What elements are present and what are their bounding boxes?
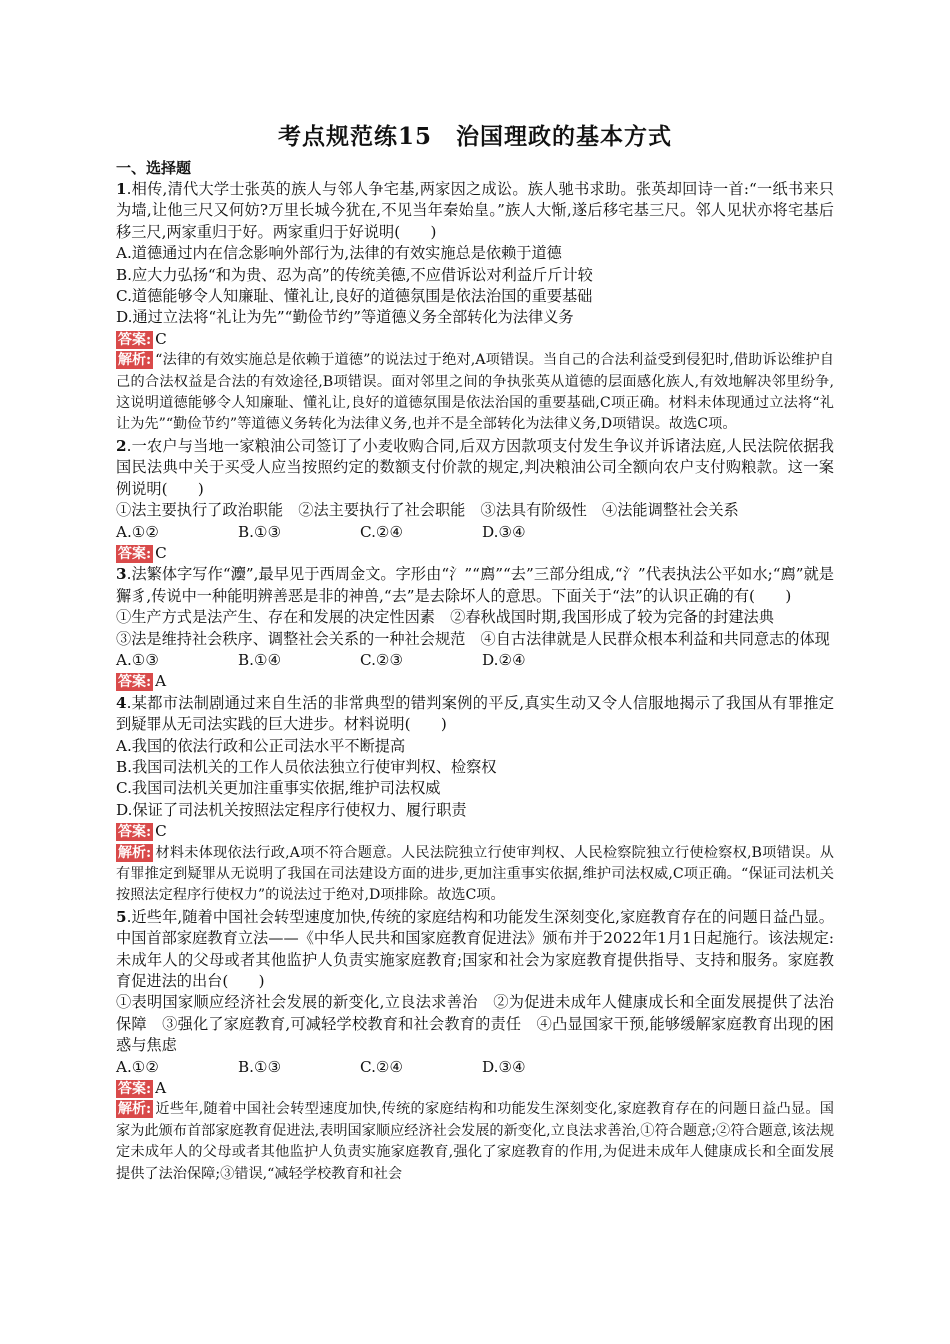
stem-text: .相传,清代大学士张英的族人与邻人争宅基,两家因之成讼。族人驰书求助。张英却回诗一首:“一纸书来只为墙,让他三尺又何妨?万里长城今犹在,不见当年秦始皇。”族人大惭,遂后移宅基三尺。邻人见状亦将宅基后移三尺,两家重归于好。两家重归于好说明( ) [116,180,834,241]
answer-line [116,329,834,350]
question-number: 1 [116,180,127,198]
question-2 [116,436,834,564]
section-heading: 一、选择题 [116,159,192,177]
option-a: A.①② [116,1057,160,1076]
statement-line: ①生产方式是法产生、存在和发展的决定性因素 ②春秋战国时期,我国形成了较为完备的封建法典 [116,608,774,627]
question-4 [116,693,834,907]
option-c: C.②④ [360,1057,404,1076]
option-c: C.②④ [360,522,404,541]
analysis-text: 近些年,随着中国社会转型速度加快,传统的家庭结构和功能发生深刻变化,家庭教育存在的问题日益凸显。国家为此颁布首部家庭教育促进法,表明国家顺应经济社会发展的新变化,立良法求善治,①符合题意;②符合题意,该法规定未成年人的父母或者其他监护人负责实施家庭教育,强化了家庭教育的作用,为促进未成年人健康成长和全面发展提供了法治保障;③错误,“减轻学校教育和社会 [116,1101,835,1182]
options-row [116,650,834,671]
question-number: 3 [116,565,127,584]
analysis-text: “法律的有效实施总是依赖于道德”的说法过于绝对,A项错误。当自己的合法利益受到侵犯时,借助诉讼维护自己的合法权益是合法的有效途径,B项错误。面对邻里之间的争执张英从道德的层面感化族人,有效地解决邻里纷争,这说明道德能够令人知廉耻、懂礼让,良好的道德氛围是依法治国的重要基础,C项正确。材料未体现通过立法将“礼让为先”“勤俭节约”等道德义务转化为法律义务,也并不是全部转化为法律义务,D项错误。故选C项。 [116,352,834,433]
option-a: A.①② [116,522,160,541]
answer-value: A [155,1079,167,1098]
answer-tag: 答案: [118,674,152,691]
answer-line [116,821,834,842]
document-page [116,118,834,1185]
statement-line: ①法主要执行了政治职能 ②法主要执行了社会职能 ③法具有阶级性 ④法能调整社会关系 [116,501,739,520]
answer-tag: 答案: [118,1081,152,1098]
analysis-tag: 解析: [118,1101,152,1118]
statement-line: ③法是维持社会秩序、调整社会关系的一种社会规范 ④自古法律就是人民群众根本利益和共同意志的体现 [116,629,830,648]
option-a: A.①③ [116,650,160,669]
answer-line [116,1078,834,1099]
answer-tag: 答案: [118,824,152,841]
option-c: C.②③ [360,650,404,669]
analysis-tag: 解析: [118,352,152,369]
question-number: 4 [116,693,127,712]
option-b: B.①③ [238,1057,282,1076]
options-row [116,522,834,543]
analysis-text: 材料未体现依法行政,A项不符合题意。人民法院独立行使审判权、人民检察院独立行使检察权,B项错误。从有罪推定到疑罪从无说明了我国在司法建设方面的进步,更加注重事实依据,维护司法权威,C项正确。“保证司法机关按照法定程序行使权力”的说法过于绝对,D项排除。故选C项。 [116,844,834,904]
option-line: A.道德通过内在信念影响外部行为,法律的有效实施总是依赖于道德 [116,244,562,263]
analysis-line [116,350,834,436]
answer-value: C [155,822,167,841]
analysis-tag: 解析: [118,844,152,861]
option-line: C.我国司法机关更加注重事实依据,维护司法权威 [116,779,441,798]
question-3 [116,564,834,692]
answer-line [116,671,834,692]
question-stem [116,436,834,500]
option-d: D.③④ [482,522,526,541]
question-stem [116,179,834,243]
analysis-line [116,843,834,907]
option-line: D.保证了司法机关按照法定程序行使权力、履行职责 [116,800,467,819]
question-stem [116,693,834,736]
answer-value: C [155,329,167,348]
option-line: B.我国司法机关的工作人员依法独立行使审判权、检察权 [116,757,497,776]
answer-tag: 答案: [118,545,152,562]
stem-text: .某都市法制剧通过来自生活的非常典型的错判案例的平反,真实生动又令人信服地揭示了我国从有罪推定到疑罪从无司法实践的巨大进步。材料说明( ) [116,693,834,734]
answer-value: C [155,543,167,562]
question-5 [116,907,834,1185]
option-b: B.①④ [238,650,282,669]
question-1 [116,179,834,436]
option-d: D.②④ [482,650,526,669]
option-line: D.通过立法将“礼让为先”“勤俭节约”等道德义务全部转化为法律义务 [116,308,574,327]
answer-value: A [155,672,167,691]
stem-text: .法繁体字写作“灋”,最早见于西周金文。字形由“氵”“廌”“去”三部分组成,“氵”代表执法公平如水;“廌”就是獬豸,传说中一种能明辨善恶是非的神兽,“去”是去除坏人的意思。下面关于“法”的认识正确的有( ) [116,565,834,605]
question-number: 2 [116,436,127,455]
analysis-line [116,1099,834,1185]
answer-line [116,543,834,564]
stem-text: .近些年,随着中国社会转型速度加快,传统的家庭结构和功能发生深刻变化,家庭教育存在的问题日益凸显。中国首部家庭教育立法——《中华人民共和国家庭教育促进法》颁布并于2022年1月1日起施行。该法规定:未成年人的父母或者其他监护人负责实施家庭教育;国家和社会为家庭教育提供指导、支持和服务。家庭教育促进法的出台( ) [116,907,834,991]
options-row [116,1057,834,1078]
option-line: A.我国的依法行政和公正司法水平不断提高 [116,736,406,755]
question-stem [116,907,834,993]
option-b: B.①③ [238,522,282,541]
stem-text: .一农户与当地一家粮油公司签订了小麦收购合同,后双方因款项支付发生争议并诉诸法庭,人民法院依据我国民法典中关于买受人应当按照约定的数额支付价款的规定,判决粮油公司全额向农户支付购粮款。这一案例说明( ) [116,436,834,498]
question-number: 5 [116,907,127,926]
statement-line: ①表明国家顺应经济社会发展的新变化,立良法求善治 ②为促进未成年人健康成长和全面发展提供了法治保障 ③强化了家庭教育,可减轻学校教育和社会教育的责任 ④凸显国家干预,能够缓解家庭教育出现的困惑与焦虑 [116,993,834,1055]
answer-tag: 答案: [118,331,152,348]
page-title: 考点规范练15 治国理政的基本方式 [277,123,672,150]
option-line: C.道德能够令人知廉耻、懂礼让,良好的道德氛围是依法治国的重要基础 [116,287,593,306]
question-stem [116,564,834,607]
option-d: D.③④ [482,1057,526,1076]
option-line: B.应大力弘扬“和为贵、忍为高”的传统美德,不应借诉讼对利益斤斤计较 [116,265,593,284]
